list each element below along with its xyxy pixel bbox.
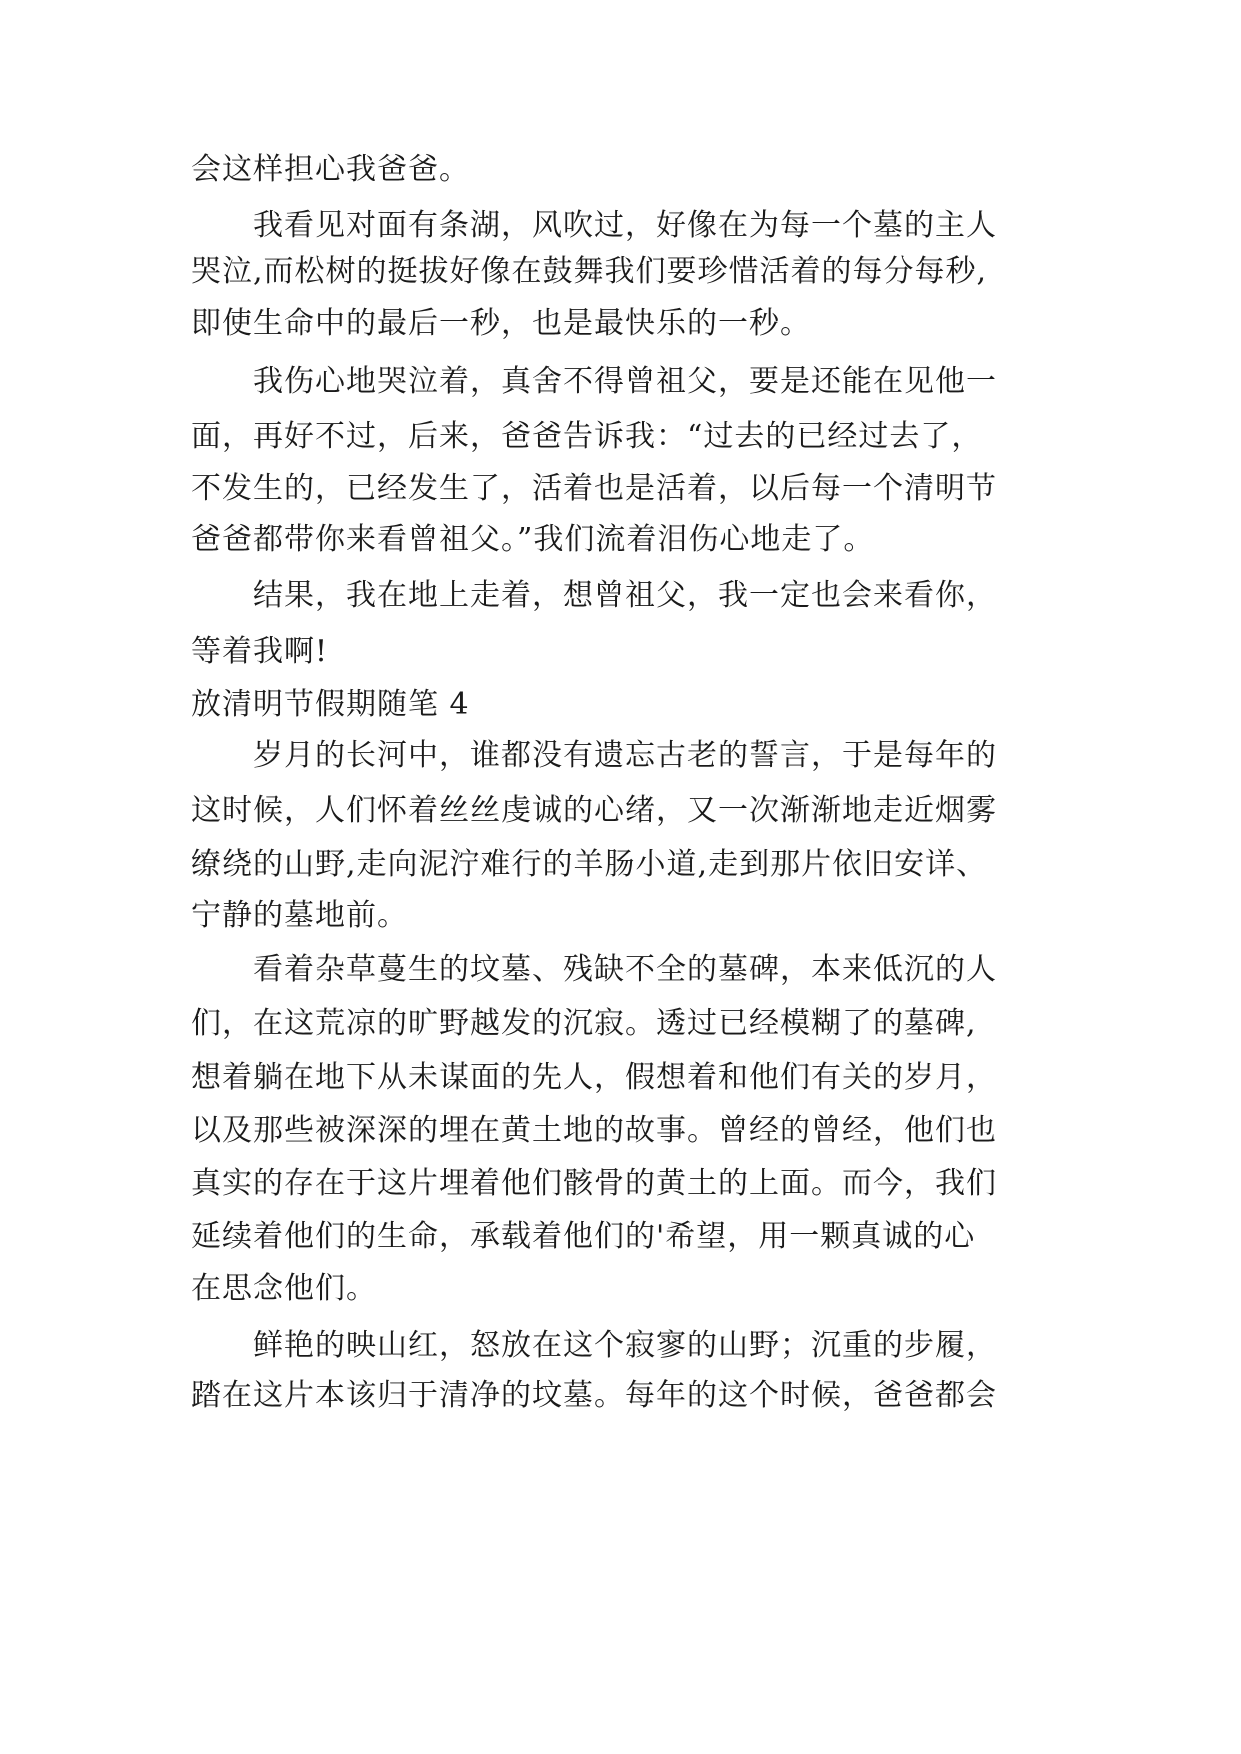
paragraph-first-line: 看着杂草蔓生的坟墓、残缺不全的墓碑，本来低沉的人 (253, 952, 997, 987)
text-line: 想着躺在地下从未谋面的先人，假想着和他们有关的岁月， (191, 1060, 997, 1095)
text-line: 即使生命中的最后一秒，也是最快乐的一秒。 (191, 306, 811, 341)
text-line: 们，在这荒凉的旷野越发的沉寂。透过已经模糊了的墓碑, (191, 1006, 977, 1041)
text-line: 哭泣,而松树的挺拔好像在鼓舞我们要珍惜活着的每分每秒, (191, 254, 988, 289)
section-heading: 放清明节假期随笔 4 (191, 687, 470, 722)
text-line: 等着我啊! (191, 634, 329, 669)
text-line: 面，再好不过，后来，爸爸告诉我：“过去的已经过去了， (191, 419, 983, 454)
paragraph-first-line: 我伤心地哭泣着，真舍不得曾祖父，要是还能在见他一 (253, 364, 997, 399)
text-line: 这时候，人们怀着丝丝虔诚的心绪，又一次渐渐地走近烟雾 (191, 793, 997, 828)
text-line: 宁静的墓地前。 (191, 898, 408, 933)
text-line: 延续着他们的生命，承载着他们的'希望，用一颗真诚的心 (191, 1219, 976, 1254)
paragraph-first-line: 结果，我在地上走着，想曾祖父，我一定也会来看你， (253, 578, 997, 613)
paragraph-first-line: 岁月的长河中，谁都没有遗忘古老的誓言，于是每年的 (253, 738, 997, 773)
paragraph-first-line: 我看见对面有条湖，风吹过，好像在为每一个墓的主人 (253, 208, 997, 243)
text-line: 缭绕的山野,走向泥泞难行的羊肠小道,走到那片依旧安详、 (191, 847, 988, 882)
text-line: 会这样担心我爸爸。 (191, 152, 470, 187)
text-line: 以及那些被深深的埋在黄土地的故事。曾经的曾经，他们也 (191, 1113, 997, 1148)
text-line: 在思念他们。 (191, 1271, 377, 1306)
text-line: 爸爸都带你来看曾祖父。”我们流着泪伤心地走了。 (191, 522, 875, 557)
text-line: 真实的存在于这片埋着他们骸骨的黄土的上面。而今，我们 (191, 1166, 997, 1201)
text-line: 踏在这片本该归于清净的坟墓。每年的这个时候，爸爸都会 (191, 1378, 997, 1413)
text-line: 不发生的，已经发生了，活着也是活着，以后每一个清明节 (191, 471, 997, 506)
paragraph-first-line: 鲜艳的映山红，怒放在这个寂寥的山野；沉重的步履， (253, 1328, 997, 1363)
